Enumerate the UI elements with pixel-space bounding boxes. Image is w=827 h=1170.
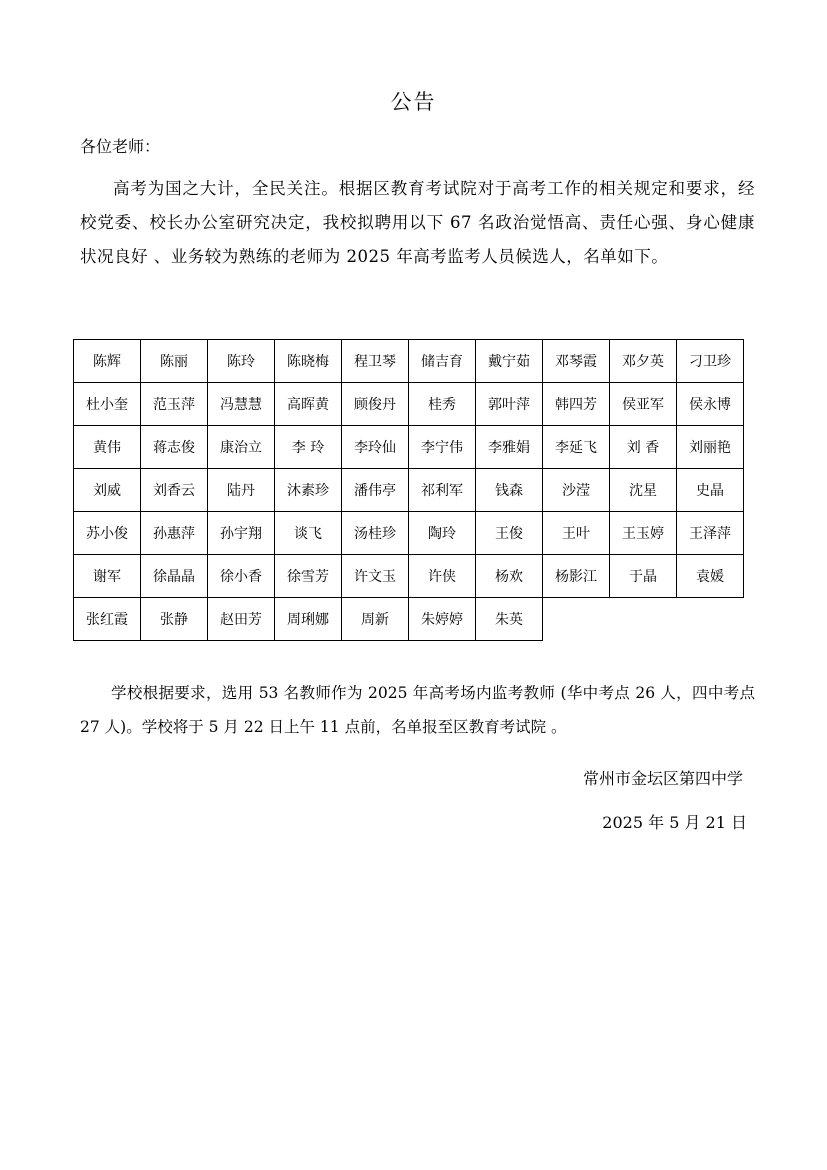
name-cell xyxy=(610,598,677,641)
name-cell: 黄伟 xyxy=(74,426,141,469)
signature-date: 2025 年 5 月 21 日 xyxy=(602,813,747,832)
name-cell: 李雅娟 xyxy=(476,426,543,469)
name-cell: 周琍娜 xyxy=(275,598,342,641)
name-cell: 侯亚军 xyxy=(610,383,677,426)
table-row xyxy=(74,469,744,512)
name-cell: 邓夕英 xyxy=(610,340,677,383)
name-cell: 刘香云 xyxy=(141,469,208,512)
table-row xyxy=(74,598,744,641)
name-cell: 孙惠萍 xyxy=(141,512,208,555)
name-cell: 沐素珍 xyxy=(275,469,342,512)
name-cell: 侯永博 xyxy=(677,383,744,426)
name-cell: 蒋志俊 xyxy=(141,426,208,469)
name-cell: 张红霞 xyxy=(74,598,141,641)
teacher-name-table xyxy=(73,339,744,641)
name-cell: 沈星 xyxy=(610,469,677,512)
name-cell: 王俊 xyxy=(476,512,543,555)
name-cell: 冯慧慧 xyxy=(208,383,275,426)
name-cell: 苏小俊 xyxy=(74,512,141,555)
name-cell: 朱英 xyxy=(476,598,543,641)
name-cell: 顾俊丹 xyxy=(342,383,409,426)
name-cell: 潘伟亭 xyxy=(342,469,409,512)
name-cell: 许文玉 xyxy=(342,555,409,598)
name-cell: 康治立 xyxy=(208,426,275,469)
name-cell: 赵田芳 xyxy=(208,598,275,641)
name-cell: 刘丽艳 xyxy=(677,426,744,469)
name-cell: 郭叶萍 xyxy=(476,383,543,426)
name-cell xyxy=(543,598,610,641)
name-cell xyxy=(677,598,744,641)
name-cell: 袁媛 xyxy=(677,555,744,598)
name-cell: 谈飞 xyxy=(275,512,342,555)
name-cell: 杨欢 xyxy=(476,555,543,598)
name-cell: 储吉育 xyxy=(409,340,476,383)
name-cell: 王叶 xyxy=(543,512,610,555)
name-cell: 杨影江 xyxy=(543,555,610,598)
table-row xyxy=(74,383,744,426)
salutation: 各位老师： xyxy=(80,137,161,156)
name-cell: 孙宇翔 xyxy=(208,512,275,555)
name-cell: 陆丹 xyxy=(208,469,275,512)
selection-paragraph: 学校根据要求，选用 53 名教师作为 2025 年高考场内监考教师 (华中考点 26 人，四中考点 27 人)。学校将于 5 月 22 日上午 11 点前，名单报至区教育考试院 。 xyxy=(80,684,755,736)
name-cell: 汤桂珍 xyxy=(342,512,409,555)
table-row xyxy=(74,340,744,383)
name-cell: 程卫琴 xyxy=(342,340,409,383)
name-cell: 范玉萍 xyxy=(141,383,208,426)
name-cell: 韩四芳 xyxy=(543,383,610,426)
name-cell: 桂秀 xyxy=(409,383,476,426)
name-cell: 李 玲 xyxy=(275,426,342,469)
name-cell: 钱森 xyxy=(476,469,543,512)
name-cell: 刘 香 xyxy=(610,426,677,469)
name-cell: 周新 xyxy=(342,598,409,641)
name-cell: 陈玲 xyxy=(208,340,275,383)
name-cell: 李宁伟 xyxy=(409,426,476,469)
name-cell: 邓琴霞 xyxy=(543,340,610,383)
name-cell: 高晖黄 xyxy=(275,383,342,426)
name-cell: 徐雪芳 xyxy=(275,555,342,598)
name-cell: 戴宁茹 xyxy=(476,340,543,383)
name-cell: 刁卫珍 xyxy=(677,340,744,383)
school-signature: 常州市金坛区第四中学 xyxy=(582,769,743,788)
name-cell: 于晶 xyxy=(610,555,677,598)
name-cell: 李玲仙 xyxy=(342,426,409,469)
page-title: 公告 xyxy=(390,90,437,114)
name-cell: 刘威 xyxy=(74,469,141,512)
name-cell: 陈晓梅 xyxy=(275,340,342,383)
name-cell: 徐小香 xyxy=(208,555,275,598)
name-cell: 陈辉 xyxy=(74,340,141,383)
name-cell: 徐晶晶 xyxy=(141,555,208,598)
name-cell: 王泽萍 xyxy=(677,512,744,555)
name-cell: 王玉婷 xyxy=(610,512,677,555)
name-cell: 陶玲 xyxy=(409,512,476,555)
name-cell: 祁利军 xyxy=(409,469,476,512)
table-row xyxy=(74,426,744,469)
name-cell: 谢军 xyxy=(74,555,141,598)
name-cell: 史晶 xyxy=(677,469,744,512)
name-cell: 朱婷婷 xyxy=(409,598,476,641)
name-cell: 陈丽 xyxy=(141,340,208,383)
table-row xyxy=(74,555,744,598)
name-cell: 张静 xyxy=(141,598,208,641)
table-row xyxy=(74,512,744,555)
intro-paragraph: 高考为国之大计，全民关注。根据区教育考试院对于高考工作的相关规定和要求，经校党委、校长办公室研究决定，我校拟聘用以下 67 名政治觉悟高、责任心强、身心健康状况良好 、业务较为熟练的老师为 2025 年高考监考人员候选人，名单如下。 xyxy=(80,179,755,266)
name-cell: 沙滢 xyxy=(543,469,610,512)
name-cell: 李延飞 xyxy=(543,426,610,469)
name-cell: 杜小奎 xyxy=(74,383,141,426)
name-cell: 许侠 xyxy=(409,555,476,598)
